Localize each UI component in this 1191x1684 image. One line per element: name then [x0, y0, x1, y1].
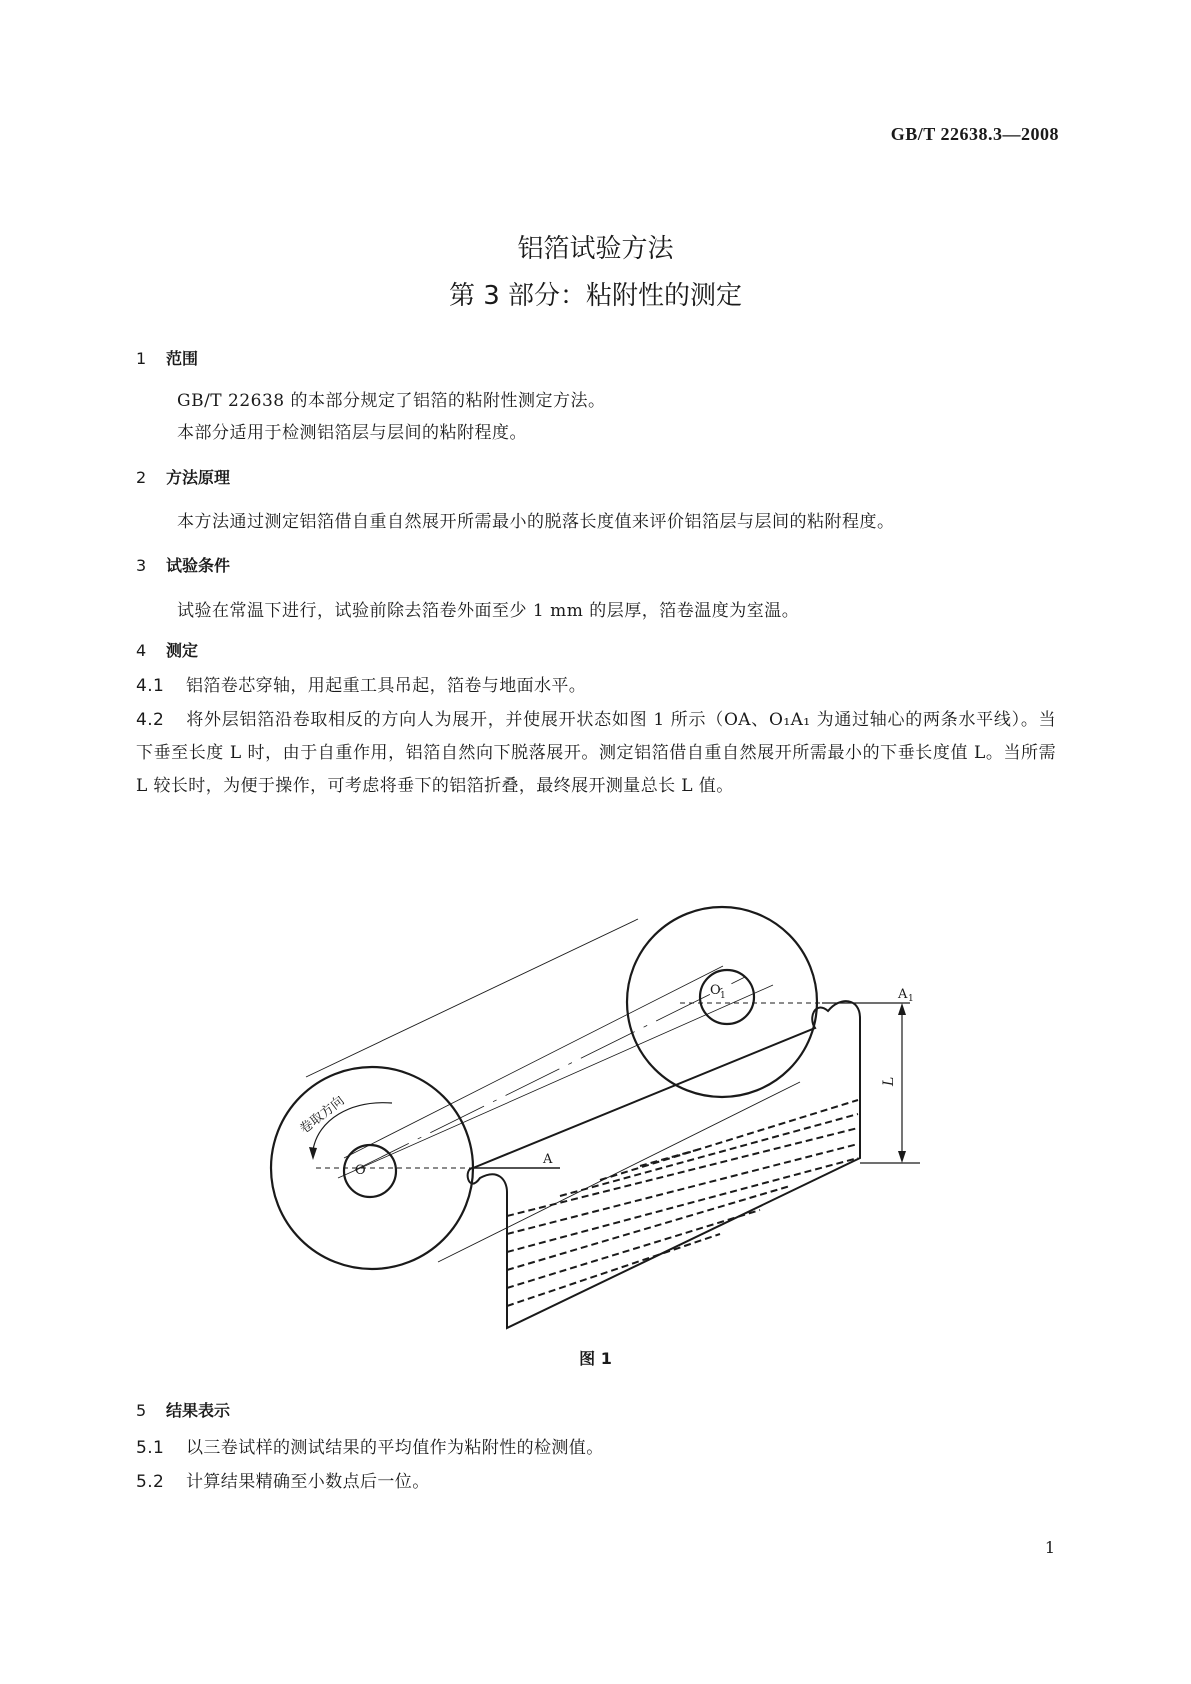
clause-4-2	[136, 704, 1056, 803]
front-roll-core	[344, 1145, 396, 1197]
back-roll-core	[700, 970, 754, 1024]
section-1-heading	[136, 346, 198, 369]
section-title: 范围	[166, 349, 199, 368]
clause-number: 5.2	[136, 1472, 165, 1492]
foil-fold-lines	[507, 1100, 858, 1306]
section-2-paragraph-1: 本方法通过测定铝箔借自重自然展开所需最小的脱落长度值来评价铝箔层与层间的粘附程度。	[177, 512, 895, 532]
section-number: 2	[136, 468, 147, 487]
rotation-arrow	[313, 1103, 392, 1150]
clause-text: 将外层铝箔沿卷取相反的方向人为展开，并使展开状态如图 1 所示（OA、O₁A₁ 为通过轴心的两条水平线）。当下垂至长度 L 时，由于自重作用，铝箔自然向下脱落展开。测定铝箔借自重自然展开所需最小的下垂长度值 L。当所需 L 较长时，为便于操作，可考虑将垂下的铝箔折叠，最终展开测量总长 L 值。	[136, 710, 1056, 796]
section-5-heading	[136, 1398, 230, 1421]
label-l: L	[881, 1076, 897, 1086]
clause-number: 4.2	[136, 710, 165, 730]
back-roll-outer	[627, 907, 817, 1097]
label-o1: O	[710, 983, 721, 998]
clause-number: 4.1	[136, 676, 165, 696]
axis-line	[355, 977, 745, 1170]
section-number: 1	[136, 349, 147, 368]
standard-number: GB/T 22638.3—2008	[890, 124, 1059, 144]
core-line-1	[344, 966, 723, 1158]
section-1-paragraph-2: 本部分适用于检测铝箔层与层间的粘附程度。	[177, 423, 527, 443]
section-1-paragraph-1: GB/T 22638 的本部分规定了铝箔的粘附性测定方法。	[177, 391, 606, 411]
rotation-arrowhead	[309, 1147, 317, 1160]
section-4-heading	[136, 638, 198, 661]
dimension-l-arrow-top	[898, 1003, 906, 1015]
section-title: 结果表示	[166, 1401, 231, 1420]
label-a1-subscript: 1	[908, 994, 914, 1004]
cylinder-edge-top	[306, 919, 638, 1077]
clause-4-1	[136, 670, 1056, 703]
label-a: A	[543, 1152, 553, 1167]
section-number: 3	[136, 556, 147, 575]
label-o: O	[355, 1163, 366, 1178]
foil-sheet-outline	[468, 1001, 860, 1328]
clause-text: 计算结果精确至小数点后一位。	[186, 1472, 430, 1492]
label-rotation-direction: 卷取方向	[297, 1093, 348, 1138]
section-3-heading	[136, 553, 230, 576]
section-title: 方法原理	[166, 468, 231, 487]
label-a1: A	[898, 987, 908, 1002]
section-2-heading	[136, 465, 230, 488]
document-title: 铝箔试验方法	[517, 234, 674, 264]
clause-number: 5.1	[136, 1438, 165, 1458]
figure-caption: 图 1	[579, 1349, 612, 1368]
section-title: 测定	[166, 641, 199, 660]
cylinder-edge-bottom	[438, 1082, 800, 1262]
label-o1-subscript: 1	[720, 991, 726, 1001]
core-line-2	[338, 985, 773, 1178]
front-roll-outer	[271, 1067, 473, 1269]
section-title: 试验条件	[166, 556, 231, 575]
clause-text: 以三卷试样的测试结果的平均值作为粘附性的检测值。	[186, 1438, 604, 1458]
dimension-l-arrow-bottom	[898, 1151, 906, 1163]
page-number: 1	[1044, 1538, 1055, 1557]
clause-5-2	[136, 1466, 1056, 1499]
document-subtitle: 第 3 部分：粘附性的测定	[448, 281, 743, 311]
section-number: 5	[136, 1401, 147, 1420]
clause-text: 铝箔卷芯穿轴，用起重工具吊起，箔卷与地面水平。	[186, 676, 587, 696]
section-3-paragraph-1: 试验在常温下进行，试验前除去箔卷外面至少 1 mm 的层厚，箔卷温度为室温。	[177, 601, 800, 621]
clause-5-1	[136, 1432, 1056, 1465]
section-number: 4	[136, 641, 147, 660]
